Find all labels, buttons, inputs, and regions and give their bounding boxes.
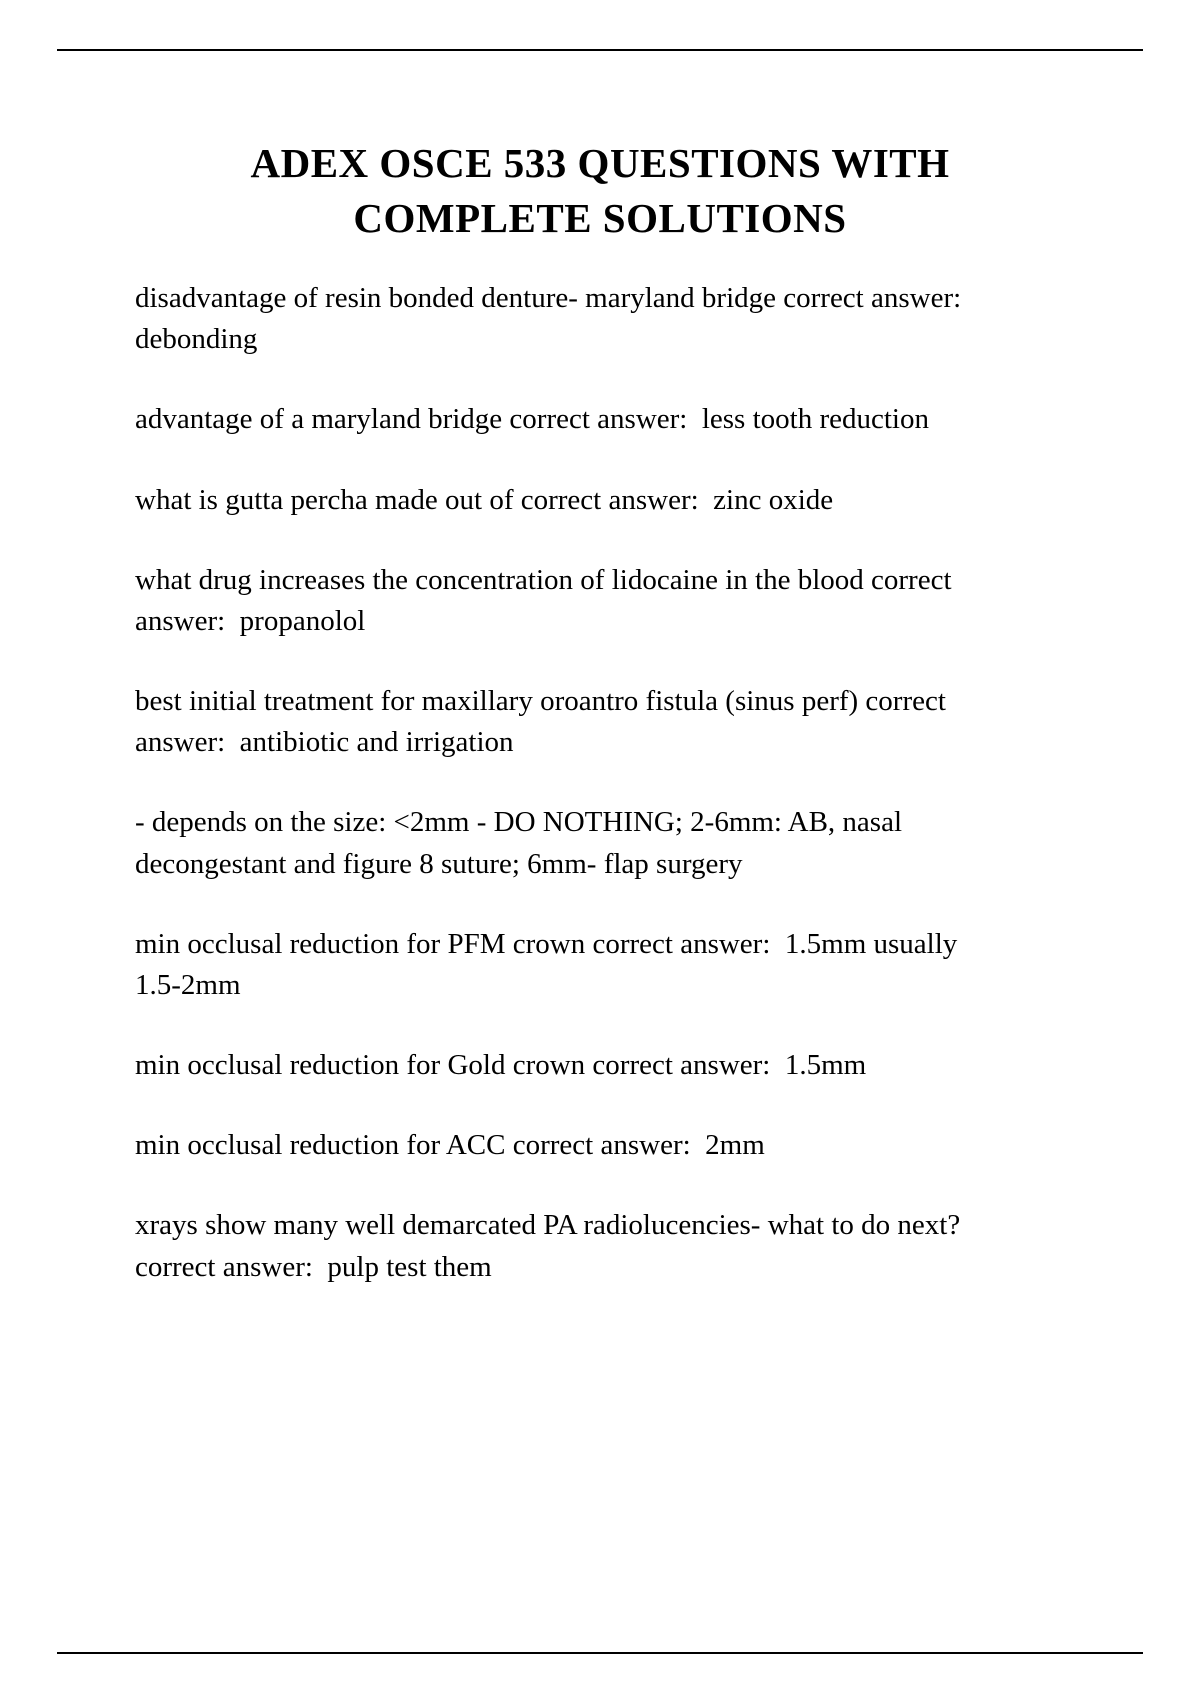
document-body: [135, 278, 987, 1327]
paragraph: xrays show many well demarcated PA radiolucencies- what to do next? correct answer: pulp test them: [135, 1209, 968, 1283]
paragraph: min occlusal reduction for PFM crown correct answer: 1.5mm usually 1.5-2mm: [135, 927, 965, 1001]
top-horizontal-rule: [57, 49, 1143, 51]
bottom-horizontal-rule: [57, 1652, 1143, 1654]
paragraph: - depends on the size: <2mm - DO NOTHING; 2-6mm: AB, nasal decongestant and figure 8 suture; 6mm- flap surgery: [135, 806, 910, 880]
paragraph: best initial treatment for maxillary oroantro fistula (sinus perf) correct answer: antibiotic and irrigation: [135, 685, 954, 759]
paragraph: what is gutta percha made out of correct answer: zinc oxide: [135, 483, 834, 516]
paragraph: disadvantage of resin bonded denture- maryland bridge correct answer: debonding: [135, 282, 976, 356]
paragraph: what drug increases the concentration of lidocaine in the blood correct answer: propanolol: [135, 563, 959, 637]
paragraph: min occlusal reduction for ACC correct answer: 2mm: [135, 1129, 765, 1162]
paragraph: min occlusal reduction for Gold crown correct answer: 1.5mm: [135, 1049, 867, 1082]
page-title: ADEX OSCE 533 QUESTIONS WITH COMPLETE SOLUTIONS: [250, 140, 950, 242]
paragraph: advantage of a maryland bridge correct answer: less tooth reduction: [135, 403, 929, 436]
